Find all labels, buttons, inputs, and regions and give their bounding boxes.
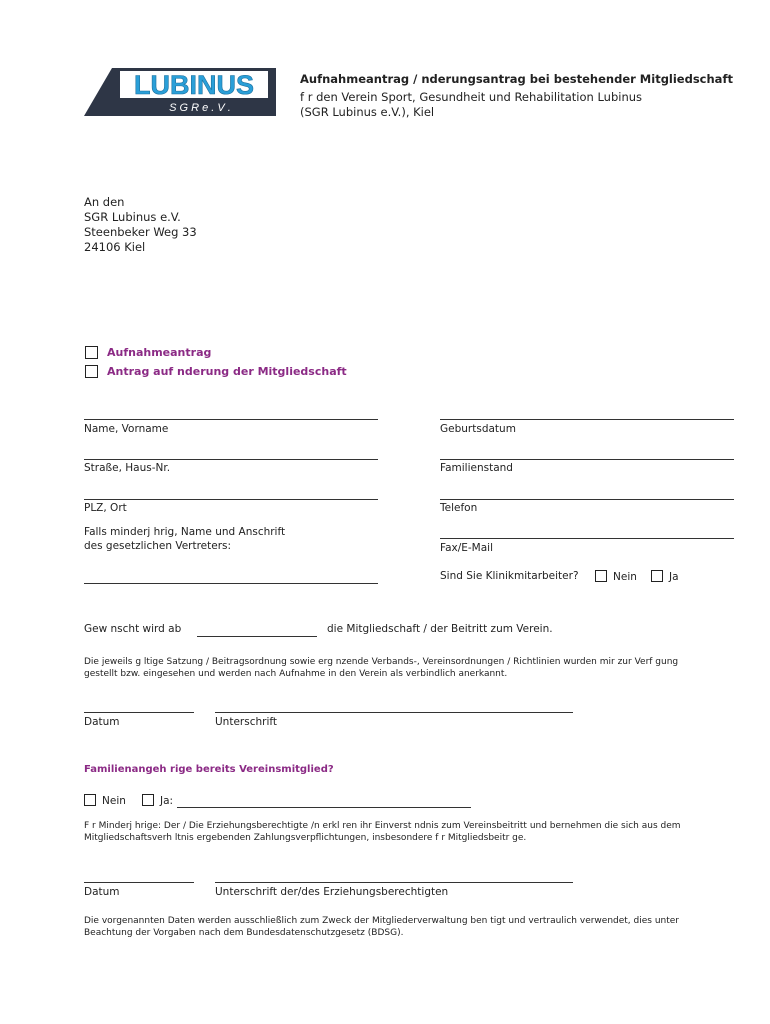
klinik-nein-checkbox[interactable]	[595, 570, 607, 582]
privacy-text-2: Beachtung der Vorgaben nach dem Bundesdatenschutzgesetz (BDSG).	[84, 928, 404, 938]
name-line[interactable]	[84, 419, 378, 420]
unterschrift-line-1[interactable]	[215, 712, 573, 713]
satzung-text-2: gestellt bzw. eingesehen und werden nach Aufnahme in den Verein als verbindlich anerkannt.	[84, 669, 508, 679]
familie-nein-label: Nein	[102, 795, 126, 807]
fax-label: Fax/E-Mail	[440, 542, 494, 554]
vertreter-line[interactable]	[84, 583, 378, 584]
logo-name: LUBINUS	[134, 70, 254, 100]
page-title: Aufnahmeantrag / nderungsantrag bei bestehender Mitgliedschaft	[300, 72, 733, 86]
familie-ja-line[interactable]	[177, 807, 471, 808]
aenderung-checkbox[interactable]	[85, 365, 98, 378]
telefon-line[interactable]	[440, 499, 734, 500]
address-line-4: 24106 Kiel	[84, 240, 146, 254]
unterschrift-label-2: Unterschrift der/des Erziehungsberechtigten	[215, 886, 449, 898]
unterschrift-line-2[interactable]	[215, 882, 573, 883]
geburtsdatum-label: Geburtsdatum	[440, 423, 516, 435]
header-subtitle-1: f r den Verein Sport, Gesundheit und Rehabilitation Lubinus	[300, 90, 643, 104]
datum-label-2: Datum	[84, 886, 120, 898]
familie-ja-checkbox[interactable]	[142, 794, 154, 806]
logo	[84, 68, 276, 116]
datum-line-1[interactable]	[84, 712, 194, 713]
aenderung-label: Antrag auf nderung der Mitgliedschaft	[107, 365, 347, 378]
address-line-3: Steenbeker Weg 33	[84, 225, 197, 239]
fax-line[interactable]	[440, 538, 734, 539]
strasse-line[interactable]	[84, 459, 378, 460]
datum-line-2[interactable]	[84, 882, 194, 883]
datum-label-1: Datum	[84, 716, 120, 728]
familienstand-label: Familienstand	[440, 462, 513, 474]
klinik-nein-label: Nein	[613, 571, 637, 583]
klinik-ja-label: Ja	[669, 571, 679, 583]
unterschrift-label-1: Unterschrift	[215, 716, 277, 728]
plz-label: PLZ, Ort	[84, 502, 127, 514]
minderjaehrig-label-2: des gesetzlichen Vertreters:	[84, 540, 232, 552]
beitritt-date-line[interactable]	[197, 636, 317, 637]
satzung-text-1: Die jeweils g ltige Satzung / Beitragsordnung sowie erg nzende Verbands-, Vereinsordnungen / Richtlinien wurden mir zur Verf gung	[84, 657, 679, 667]
klinik-ja-checkbox[interactable]	[651, 570, 663, 582]
header-subtitle-2: (SGR Lubinus e.V.), Kiel	[300, 105, 435, 119]
familienstand-line[interactable]	[440, 459, 734, 460]
privacy-text-1: Die vorgenannten Daten werden ausschließlich zum Zweck der Mitgliederverwaltung ben tigt und vertraulich verwendet, dies unter	[84, 916, 680, 926]
minderjaehrig-label-1: Falls minderj hrig, Name und Anschrift	[84, 526, 286, 538]
address-line-1: An den	[84, 195, 125, 209]
plz-line[interactable]	[84, 499, 378, 500]
wunsch-suffix: die Mitgliedschaft / der Beitritt zum Verein.	[327, 623, 553, 635]
name-label: Name, Vorname	[84, 423, 169, 435]
wunsch-label: Gew nscht wird ab	[84, 623, 182, 635]
familie-nein-checkbox[interactable]	[84, 794, 96, 806]
recipient-address	[84, 195, 197, 255]
strasse-label: Straße, Haus-Nr.	[84, 462, 171, 474]
logo-sub: S G R e . V .	[169, 102, 231, 114]
aufnahmeantrag-label: Aufnahmeantrag	[107, 346, 212, 359]
geburtsdatum-line[interactable]	[440, 419, 734, 420]
address-line-2: SGR Lubinus e.V.	[84, 210, 181, 224]
telefon-label: Telefon	[440, 502, 478, 514]
familie-question: Familienangeh rige bereits Vereinsmitglied?	[84, 764, 334, 775]
familie-ja-label: Ja:	[160, 795, 174, 807]
minor-text-2: Mitgliedschaftsverh ltnis ergebenden Zahlungsverpflichtungen, insbesondere f r Mitgliedsbeitr ge.	[84, 833, 527, 843]
aufnahmeantrag-checkbox[interactable]	[85, 346, 98, 359]
minor-text-1: F r Minderj hrige: Der / Die Erziehungsberechtigte /n erkl ren ihr Einverst ndnis zum Vereinsbeitritt und bernehmen die sich aus dem	[84, 821, 681, 831]
logo-graphic	[84, 68, 276, 116]
klinik-question: Sind Sie Klinikmitarbeiter?	[440, 570, 579, 582]
